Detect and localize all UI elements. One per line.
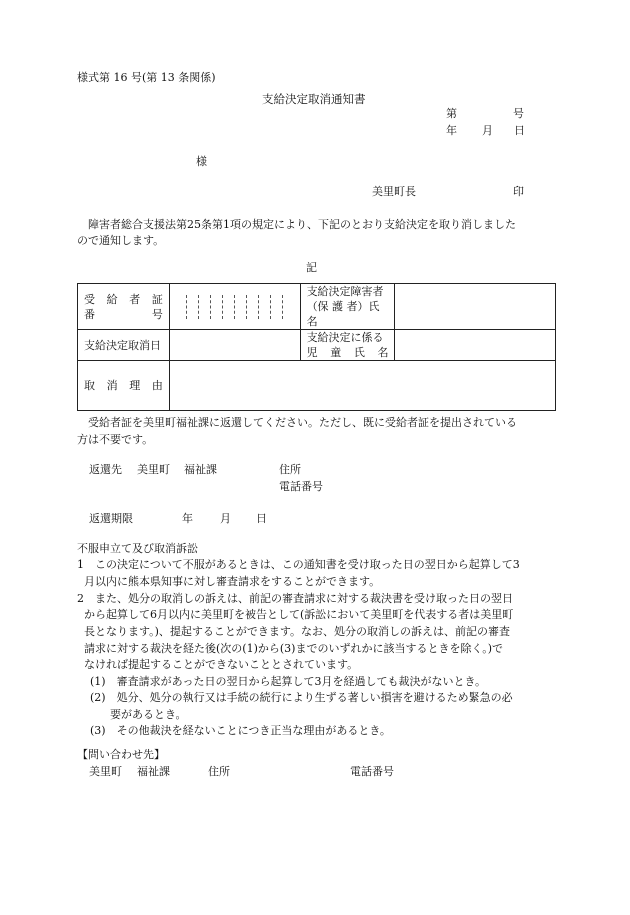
appeal-item-3: (3) その他裁決を経ないことにつき正当な理由があるとき。 (90, 724, 391, 737)
intro-text: 障害者総合支援法第25条第1項の規定により、下記のとおり支給決定を取り消しました (88, 218, 516, 231)
return-instruction-2: 方は不要です。 (77, 433, 154, 446)
details-table (77, 283, 556, 411)
appeal-p2-cont: なければ提起することができないこととされています。 (84, 658, 359, 671)
child-name-field[interactable] (395, 330, 556, 361)
document-title: 支給決定取消通知書 (262, 92, 366, 106)
appeal-item-2: (2) 処分、処分の執行又は手続の続行により生ずる著しい損害を避けるため緊急の必 (90, 691, 513, 704)
contact-address-label: 住所 (208, 765, 230, 778)
contact-town: 美里町 (89, 765, 122, 778)
appeal-heading: 不服申立て及び取消訴訟 (77, 542, 198, 555)
seal-mark: 印 (513, 185, 524, 198)
contact-dept: 福祉課 (137, 765, 170, 778)
appeal-p2: 2 また、処分の取消しの訴えは、前記の審査請求に対する裁決書を受け取った日の翌日 (77, 592, 513, 605)
digit-boxes (175, 292, 295, 322)
number-label-go: 号 (513, 107, 524, 120)
return-dest-dept: 福祉課 (184, 463, 217, 476)
recipient-sama: 様 (196, 155, 207, 168)
deadline-day: 日 (256, 512, 267, 525)
holder-name-label: 支給決定障害者 （保 護 者）氏 名 (300, 284, 395, 330)
cert-number-label: 受 給 者 証 番 号 (78, 284, 170, 330)
appeal-p2-cont: 請求に対する裁決を経た後(次の(1)から(3)までのいずれかに該当するときを除く。)で (84, 642, 504, 655)
cert-number-field[interactable] (169, 284, 300, 330)
intro-text-2: ので通知します。 (77, 234, 165, 247)
date-year: 年 (446, 124, 457, 137)
holder-name-field[interactable] (395, 284, 556, 330)
cancel-date-field[interactable] (169, 330, 300, 361)
issuer-mayor: 美里町長 (372, 185, 416, 198)
appeal-item-2-cont: 要があるとき。 (110, 708, 187, 721)
reason-label: 取 消 理 由 (78, 361, 170, 411)
appeal-p2-cont: から起算して6月以内に美里町を被告として(訴訟において美里町を代表する者は美里町 (84, 608, 514, 621)
return-instruction: 受給者証を美里町福祉課に返還してください。ただし、既に受給者証を提出されている (88, 416, 517, 429)
date-day: 日 (514, 124, 525, 137)
contact-phone-label: 電話番号 (350, 765, 394, 778)
deadline-month: 月 (220, 512, 231, 525)
appeal-p2-cont: 長となります。)、提起することができます。なお、処分の取消しの訴えは、前記の審査 (84, 625, 511, 638)
form-number: 様式第 16 号(第 13 条関係) (77, 71, 216, 84)
return-phone-label: 電話番号 (279, 480, 323, 493)
deadline-label: 返還期限 (89, 512, 133, 525)
date-month: 月 (482, 124, 493, 137)
cancel-date-label: 支給決定取消日 (78, 330, 170, 361)
child-name-label: 支給決定に係る 児 童 氏 名 (300, 330, 395, 361)
deadline-year: 年 (182, 512, 193, 525)
return-dest-label: 返還先 (89, 463, 122, 476)
contact-heading: 【問い合わせ先】 (77, 748, 165, 761)
appeal-item-1: (1) 審査請求があった日の翌日から起算して3月を経過しても裁決がないとき。 (90, 675, 487, 688)
ki-heading: 記 (306, 261, 317, 274)
return-dest-town: 美里町 (137, 463, 170, 476)
appeal-p1: 1 この決定について不服があるときは、この通知書を受け取った日の翌日から起算して3 (77, 558, 520, 571)
appeal-p1-cont: 月以内に熊本県知事に対し審査請求をすることができます。 (84, 575, 381, 588)
number-label-dai: 第 (446, 107, 457, 120)
return-address-label: 住所 (279, 463, 301, 476)
reason-field[interactable] (169, 361, 555, 411)
